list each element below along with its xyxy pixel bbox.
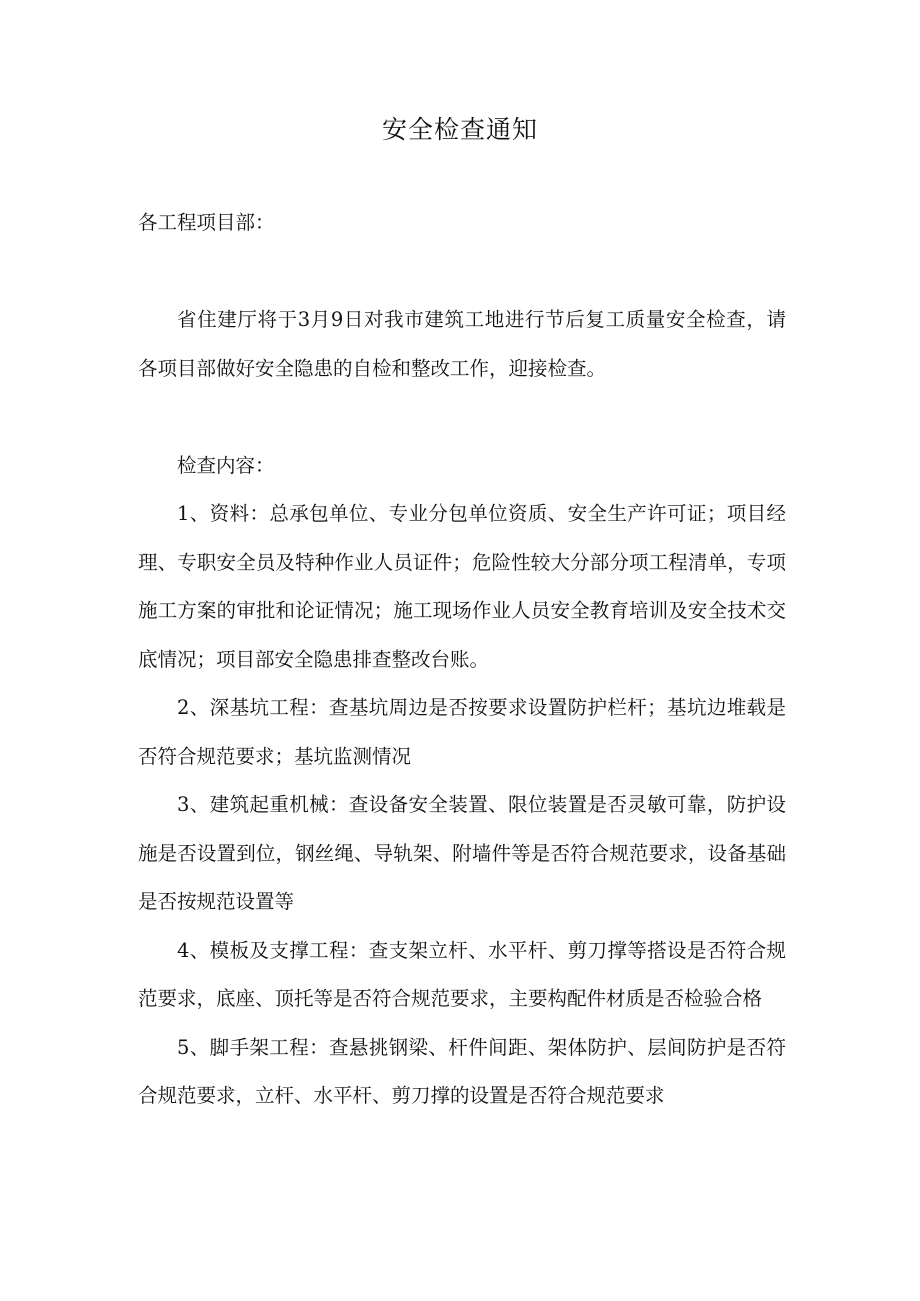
inspection-content-list [138,490,786,1121]
list-item: 3、建筑起重机械：查设备安全装置、限位装置是否灵敏可靠，防护设施是否设置到位，钢丝绳、导轨架、附墙件等是否符合规范要求，设备基础是否按规范设置等 [138,793,786,913]
list-item: 2、深基坑工程：查基坑周边是否按要求设置防护栏杆；基坑边堆载是否符合规范要求；基坑监测情况 [138,696,786,768]
list-item: 1、资料：总承包单位、专业分包单位资质、安全生产许可证；项目经理、专职安全员及特种作业人员证件；危险性较大分部分项工程清单，专项施工方案的审批和论证情况；施工现场作业人员安全教育培训及安全技术交底情况；项目部安全隐患排查整改台账。 [138,502,786,671]
content-heading: 检查内容： [177,454,275,477]
intro-paragraph: 省住建厅将于3月9日对我市建筑工地进行节后复工质量安全检查，请各项目部做好安全隐患的自检和整改工作，迎接检查。 [138,308,786,380]
list-item: 4、模板及支撑工程：查支架立杆、水平杆、剪刀撑等搭设是否符合规范要求，底座、顶托等是否符合规范要求，主要构配件材质是否检验合格 [138,938,786,1010]
list-item: 5、脚手架工程：查悬挑钢梁、杆件间距、架体防护、层间防护是否符合规范要求，立杆、水平杆、剪刀撑的设置是否符合规范要求 [138,1035,786,1107]
page-title: 安全检查通知 [381,115,538,144]
salutation: 各工程项目部： [138,211,275,234]
